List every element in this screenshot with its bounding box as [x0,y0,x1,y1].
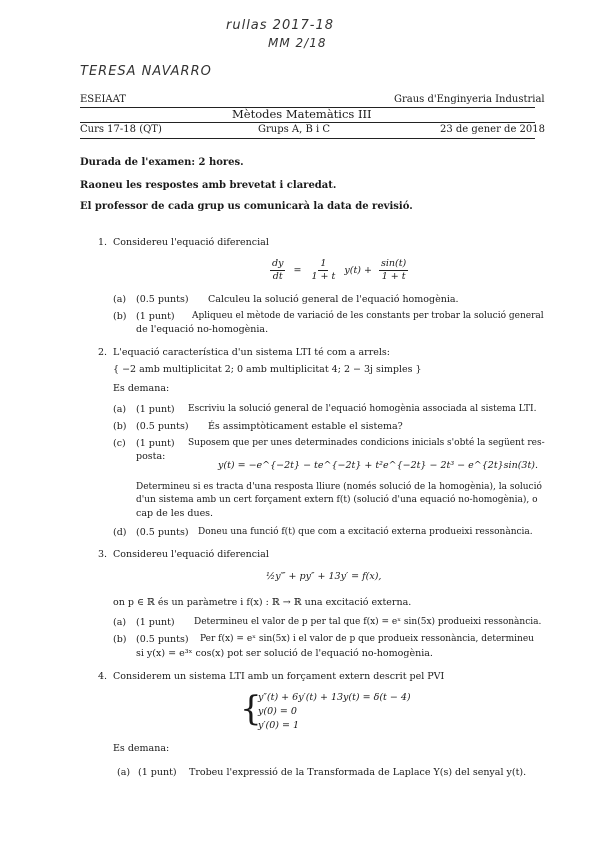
q2-ask: Es demana: [113,383,170,394]
q2d-label: (d) [113,527,127,538]
q3b-label: (b) [113,634,127,645]
school-name: ESEIAAT [80,94,126,105]
exam-title: Mètodes Matemàtics III [232,107,372,121]
q2c-label: (c) [113,438,126,449]
q1a-text: Calculeu la solució general de l'equació homogènia. [208,294,459,305]
q2d-text: Doneu una funció f(t) que com a excitació externa produeixi ressonància. [198,527,533,537]
handwritten-student-name: TERESA NAVARRO [80,64,212,79]
q3b-text: Per f(x) = eˣ sin(5x) i el valor de p que produeix ressonància, determineu [200,634,534,644]
q2a-text: Escriviu la solució general de l'equació homogènia associada al sistema LTI. [188,404,537,414]
q1b-text: Apliqueu el mètode de variació de les constants per trobar la solució general [192,311,544,321]
q1a-points: (0.5 punts) [136,294,189,305]
header-rule-bottom [80,138,535,139]
handwritten-top-note: rullas 2017-18 [226,18,334,33]
q1-equation: $\frac{dy}{dt}$ = $\frac{1}{1 + t}$ y(t) + $\frac{\sin(t)}{1 + t}$ [272,258,407,282]
q4a-text: Trobeu l'expressió de la Transformada de Laplace Y(s) del senyal y(t). [189,767,527,778]
q2d-points: (0.5 punts) [136,527,189,538]
q3-number: 3. [98,549,108,560]
handwritten-top-note-2: MM 2/18 [268,36,327,50]
q3-where: on p ∈ ℝ és un paràmetre i f(x) : ℝ → ℝ una excitació externa. [113,597,412,608]
q1-statement: Considereu l'equació diferencial [113,237,269,248]
q3-equation: ½y‴ + py″ + 13y′ = f(x), [266,571,382,582]
q2c-text: Suposem que per unes determinades condicions inicials s'obté la següent res- [188,438,545,448]
q4-number: 4. [98,671,108,682]
groups: Grups A, B i C [258,124,331,135]
q2b-label: (b) [113,421,127,432]
q2b-points: (0.5 punts) [136,421,189,432]
q3-statement: Considereu l'equació diferencial [113,549,269,560]
q2c-text-5: cap de les dues. [136,508,214,519]
q3b-text-cont: si y(x) = e³ˣ cos(x) pot ser solució de l'equació no-homogènia. [136,648,433,659]
q2c-text-4: d'un sistema amb un cert forçament extern f(t) (solució d'una equació no-homogènia), o [136,495,538,505]
q4-system-eq3: y′(0) = 1 [258,720,300,731]
q2c-points: (1 punt) [136,438,175,449]
q3b-points: (0.5 punts) [136,634,189,645]
q1b-label: (b) [113,311,127,322]
q1b-text-cont: de l'equació no-homogènia. [136,324,269,335]
q4-statement: Considerem un sistema LTI amb un forçament extern descrit pel PVI [113,671,445,682]
q4-system-eq1: y″(t) + 6y′(t) + 13y(t) = δ(t − 4) [258,692,411,703]
q2c-formula: y(t) = −e^{−2t} − te^{−2t} + t²e^{−2t} − 2t³ − e^{2t}sin(3t). [218,460,539,471]
q4-system-eq2: y(0) = 0 [258,706,297,717]
q4a-label: (a) [117,767,131,778]
instructions: Raoneu les respostes amb brevetat i claredat. [80,180,337,191]
exam-duration: Durada de l'examen: 2 hores. [80,157,244,168]
course-year: Curs 17-18 (QT) [80,124,162,135]
q4-ask: Es demana: [113,743,170,754]
q2-number: 2. [98,347,108,358]
degree-name: Graus d'Enginyeria Industrial [394,94,545,105]
q2b-text: És assimptòticament estable el sistema? [208,421,403,432]
header-rule-mid [80,122,535,123]
q1a-label: (a) [113,294,127,305]
q3a-text: Determineu el valor de p per tal que f(x) = eˣ sin(5x) produeixi ressonància. [194,617,542,627]
q2c-text-3: Determineu si es tracta d'una resposta lliure (només solució de la homogènia), la solució [136,482,542,492]
q2a-points: (1 punt) [136,404,175,415]
q2-roots: { −2 amb multiplicitat 2; 0 amb multiplicitat 4; 2 − 3j simples } [113,364,422,375]
q3a-label: (a) [113,617,127,628]
q2a-label: (a) [113,404,127,415]
exam-date: 23 de gener de 2018 [440,124,545,135]
q3a-points: (1 punt) [136,617,175,628]
q2-statement: L'equació característica d'un sistema LTI té com a arrels: [113,347,390,358]
q2c-text-cont: posta: [136,451,166,462]
q1b-points: (1 punt) [136,311,175,322]
q4-system-brace: { [240,689,262,729]
q4a-points: (1 punt) [138,767,177,778]
q1-number: 1. [98,237,108,248]
review-note: El professor de cada grup us comunicarà la data de revisió. [80,201,413,212]
